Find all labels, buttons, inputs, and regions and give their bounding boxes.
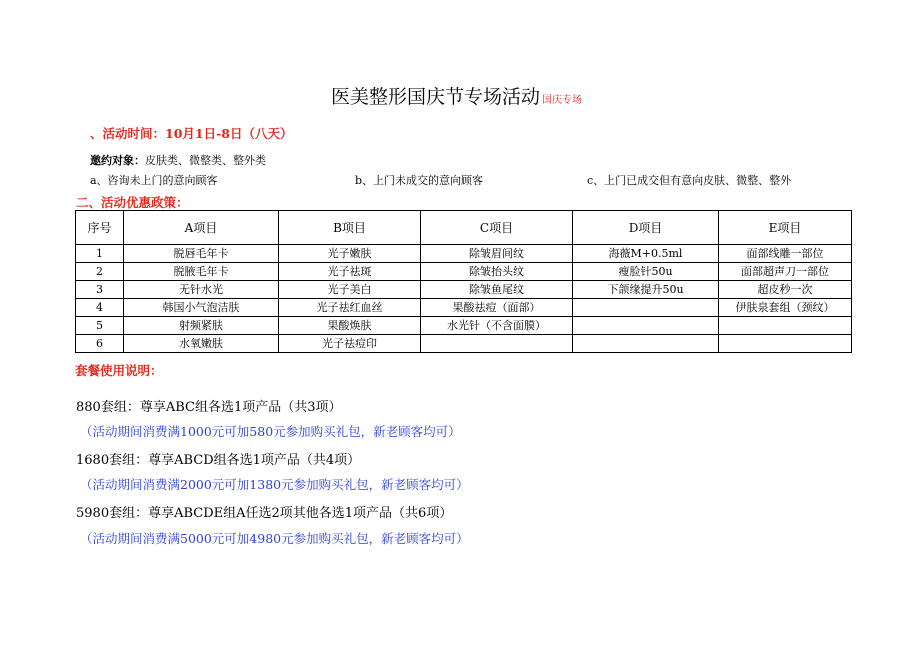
table-cell (573, 299, 719, 317)
page-title (331, 82, 582, 109)
header-c: C项目 (421, 211, 573, 245)
table-cell: 海薇M+0.5ml (573, 245, 719, 263)
table-cell: 1 (76, 245, 124, 263)
table-cell: 瘦脸针50u (573, 263, 719, 281)
header-no: 序号 (76, 211, 124, 245)
table-cell: 光子美白 (279, 281, 421, 299)
package-1680-line: 1680套组：尊享ABCD组各选1项产品（共4项） (76, 453, 361, 468)
table-cell: 除皱抬头纹 (421, 263, 573, 281)
table-cell (719, 335, 852, 353)
table-cell: 5 (76, 317, 124, 335)
table-cell: 水光针（不含面膜） (421, 317, 573, 335)
table-cell: 超皮秒一次 (719, 281, 852, 299)
table-cell (573, 317, 719, 335)
table-cell: 韩国小气泡洁肤 (124, 299, 279, 317)
table-row (76, 317, 852, 335)
table-row (76, 281, 852, 299)
table-cell (573, 335, 719, 353)
table-cell: 光子祛斑 (279, 263, 421, 281)
package-5980-note: （活动期间消费满5000元可加4980元参加购买礼包，新老顾客均可） (80, 531, 469, 546)
invite-target (90, 152, 266, 168)
package-880-line: 880套组：尊享ABC组各选1项产品（共3项） (76, 400, 342, 415)
package-880-note: （活动期间消费满1000元可加580元参加购买礼包，新老顾客均可） (80, 424, 461, 439)
table-cell: 面部线雕一部位 (719, 245, 852, 263)
header-b: B项目 (279, 211, 421, 245)
section-prefix: 、 (90, 126, 103, 141)
table-cell: 脱唇毛年卡 (124, 245, 279, 263)
package-1680-note: （活动期间消费满2000元可加1380元参加购买礼包，新老顾客均可） (80, 477, 469, 492)
table-cell: 3 (76, 281, 124, 299)
table-cell: 2 (76, 263, 124, 281)
table-cell: 伊肤泉套组（颈纹） (719, 299, 852, 317)
table-cell: 果酸焕肤 (279, 317, 421, 335)
promotion-table (75, 210, 852, 353)
table-cell: 6 (76, 335, 124, 353)
section-package-heading: 套餐使用说明： (75, 363, 163, 378)
option-c: c、上门已成交但有意向皮肤、微整、整外 (587, 174, 792, 187)
table-header-row (76, 211, 852, 245)
table-cell (719, 317, 852, 335)
table-cell: 水氧嫩肤 (124, 335, 279, 353)
table-cell: 脱腋毛年卡 (124, 263, 279, 281)
table-cell: 光子祛痘印 (279, 335, 421, 353)
section-policy-heading: 二、活动优惠政策： (76, 195, 189, 210)
table-cell: 除皱鱼尾纹 (421, 281, 573, 299)
table-row (76, 263, 852, 281)
header-d: D项目 (573, 211, 719, 245)
table-cell: 射频紧肤 (124, 317, 279, 335)
table-cell (421, 335, 573, 353)
table-cell: 果酸祛痘（面部） (421, 299, 573, 317)
invite-label: 邀约对象： (90, 154, 145, 167)
table-cell: 光子祛红血丝 (279, 299, 421, 317)
package-5980-line: 5980套组：尊享ABCDE组A任选2项其他各选1项产品（共6项） (76, 506, 453, 521)
section-activity-time (90, 124, 293, 142)
table-cell: 除皱眉间纹 (421, 245, 573, 263)
table-row (76, 335, 852, 353)
table-cell: 光子嫩肤 (279, 245, 421, 263)
header-e: E项目 (719, 211, 852, 245)
table-row (76, 245, 852, 263)
title-tag: 国庆专场 (542, 95, 583, 106)
option-a: a、咨询未上门的意向顾客 (90, 174, 218, 187)
table-row (76, 299, 852, 317)
header-a: A项目 (124, 211, 279, 245)
option-b: b、上门未成交的意向顾客 (355, 174, 484, 187)
invite-value: 皮肤类、微整类、整外类 (145, 154, 266, 167)
table-cell: 无针水光 (124, 281, 279, 299)
title-main: 医美整形国庆节专场活动 (331, 86, 541, 108)
activity-time-text: 活动时间：10月1日-8日（八天） (102, 126, 293, 141)
table-cell: 下颌缘提升50u (573, 281, 719, 299)
table-cell: 面部超声刀一部位 (719, 263, 852, 281)
table-cell: 4 (76, 299, 124, 317)
